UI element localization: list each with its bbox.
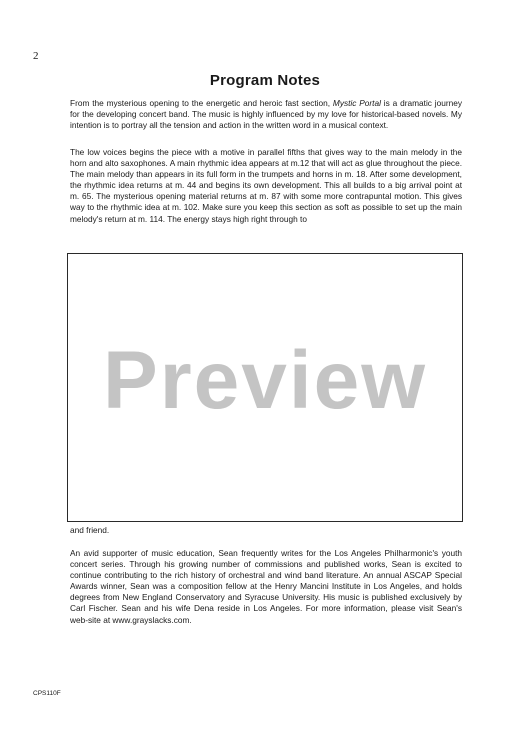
preview-watermark-text: Preview — [103, 335, 427, 426]
paragraph-tail: and friend. — [70, 525, 110, 535]
biography-paragraph: An avid supporter of music education, Sean frequently writes for the Los Angeles Philharmonic's youth concert series. Through his growing number of commissions and published works, Sean is excited to continue contributing to the rich history of orchestral and wind band literature. An annual ASCAP Special Awards winner, Sean was a composition fellow at the Henry Mancini Institute in Los Angeles, and holds degrees from New England Conservatory and Syracuse University. His music is published exclusively by Carl Fischer. Sean and his wife Dena reside in Los Angeles. For more information, please visit Sean's web-site at www.grayslacks.com. — [70, 548, 462, 625]
intro-paragraph — [70, 98, 462, 131]
preview-overlay — [67, 253, 463, 522]
catalog-code: CPS110F — [33, 690, 61, 697]
page-number: 2 — [33, 50, 39, 62]
analysis-paragraph: The low voices begins the piece with a motive in parallel fifths that gives way to the main melody in the horn and alto saxophones. A main rhythmic idea appears at m.12 that will act as glue throughout the piece. The main melody than appears in its full form in the trumpets and horns in m. 18. After some development, the rhythmic idea returns at m. 44 and begins its own development. This all builds to a big arrival point at m. 65. The mysterious opening material returns at m. 87 with some more contrapuntal motion. This gives way to the rhythmic idea at m. 102. Make sure you keep this section as soft as possible to set up the main melody's return at m. 114. The energy stays high right through to — [70, 147, 462, 224]
intro-text-end: is a dramatic journey for the developing concert band. The music is highly influenced by my love for historical-based novels. My intention is to portray all the tension and action in the written word in a musical context. — [70, 98, 462, 131]
page-title: Program Notes — [209, 72, 321, 89]
intro-text-start: From the mysterious opening to the energetic and heroic fast section, — [70, 98, 333, 108]
piece-title-italic: Mystic Portal — [332, 98, 381, 108]
